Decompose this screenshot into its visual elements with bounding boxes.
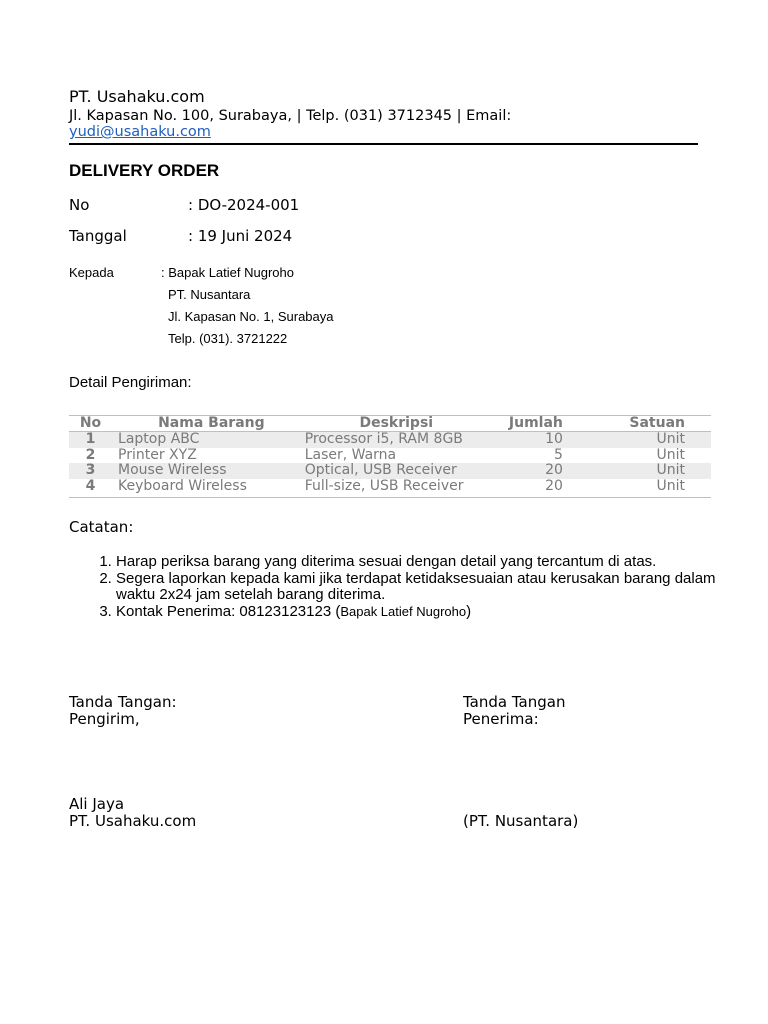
company-address: Jl. Kapasan No. 100, Surabaya, | Telp. (031) 3712345 | Email:	[69, 108, 512, 124]
header-divider	[69, 143, 698, 145]
recipient-name: : Bapak Latief Nugroho	[161, 265, 294, 280]
recipient-phone: Telp. (031). 3721222	[168, 331, 288, 346]
notes-title: Catatan:	[69, 518, 134, 536]
shipping-section-title: Detail Pengiriman:	[69, 374, 192, 391]
order-number-value: : DO-2024-001	[188, 196, 300, 214]
cell-quantity: 5	[553, 446, 563, 463]
note-item	[116, 604, 756, 621]
cell-unit: Unit	[563, 479, 711, 498]
sender-signature-label: Tanda Tangan:	[69, 693, 177, 711]
notes-list	[69, 554, 756, 620]
cell-description: Optical, USB Receiver	[305, 463, 488, 479]
cell-quantity: 20	[488, 463, 563, 479]
note-item: 1. Harap periksa barang yang diterima sesuai dengan detail yang tercantum di atas.	[116, 554, 756, 571]
cell-quantity: 20	[488, 479, 563, 498]
recipient-address: Jl. Kapasan No. 1, Surabaya	[168, 309, 334, 324]
column-header-name: Nama Barang	[112, 416, 305, 432]
note-contact-close: )	[466, 602, 472, 620]
order-number-label: No	[69, 196, 90, 214]
cell-description: Processor i5, RAM 8GB	[305, 432, 488, 448]
receiver-role: Penerima:	[463, 710, 539, 728]
cell-no: 2	[85, 446, 96, 463]
column-header-quantity: Jumlah	[488, 416, 563, 432]
column-header-unit: Satuan	[563, 416, 711, 432]
column-header-description: Deskripsi	[305, 416, 488, 432]
cell-name: Mouse Wireless	[112, 463, 305, 479]
cell-name: Laptop ABC	[112, 432, 305, 448]
table-row	[69, 463, 711, 479]
document-title: DELIVERY ORDER	[69, 161, 220, 180]
cell-description: Laser, Warna	[304, 446, 397, 463]
cell-quantity: 10	[488, 432, 563, 448]
table-row	[69, 479, 711, 498]
cell-unit: Unit	[563, 432, 711, 448]
company-name: PT. Usahaku.com	[69, 87, 205, 106]
cell-no: 1	[69, 432, 112, 448]
cell-unit: Unit	[563, 463, 711, 479]
cell-unit: Unit	[656, 446, 685, 463]
sender-company: PT. Usahaku.com	[69, 812, 197, 830]
note-contact-text: Kontak Penerima: 08123123123 (	[116, 602, 341, 620]
table-row	[69, 448, 711, 464]
note-item: 2. Segera laporkan kepada kami jika terdapat ketidaksesuaian atau kerusakan barang dalam waktu 2x24 jam setelah barang diterima.	[116, 571, 756, 604]
receiver-signature-label: Tanda Tangan	[463, 693, 566, 711]
table-row	[69, 432, 711, 448]
cell-no: 4	[69, 479, 112, 498]
order-date-label: Tanggal	[69, 227, 127, 245]
table-header-row	[69, 416, 711, 432]
cell-name: Printer XYZ	[118, 446, 197, 463]
order-date-value: : 19 Juni 2024	[188, 227, 293, 245]
recipient-company: PT. Nusantara	[168, 287, 251, 302]
items-table	[69, 415, 711, 498]
note-contact-name: Bapak Latief Nugroho	[340, 603, 467, 619]
cell-description: Full-size, USB Receiver	[305, 479, 488, 498]
cell-no: 3	[69, 463, 112, 479]
company-email-link[interactable]: yudi@usahaku.com	[69, 124, 211, 140]
receiver-company: (PT. Nusantara)	[463, 812, 579, 830]
column-header-no: No	[69, 416, 112, 432]
recipient-label: Kepada	[69, 265, 114, 280]
cell-name: Keyboard Wireless	[112, 479, 305, 498]
sender-name: Ali Jaya	[69, 795, 125, 813]
sender-role: Pengirim,	[69, 710, 140, 728]
